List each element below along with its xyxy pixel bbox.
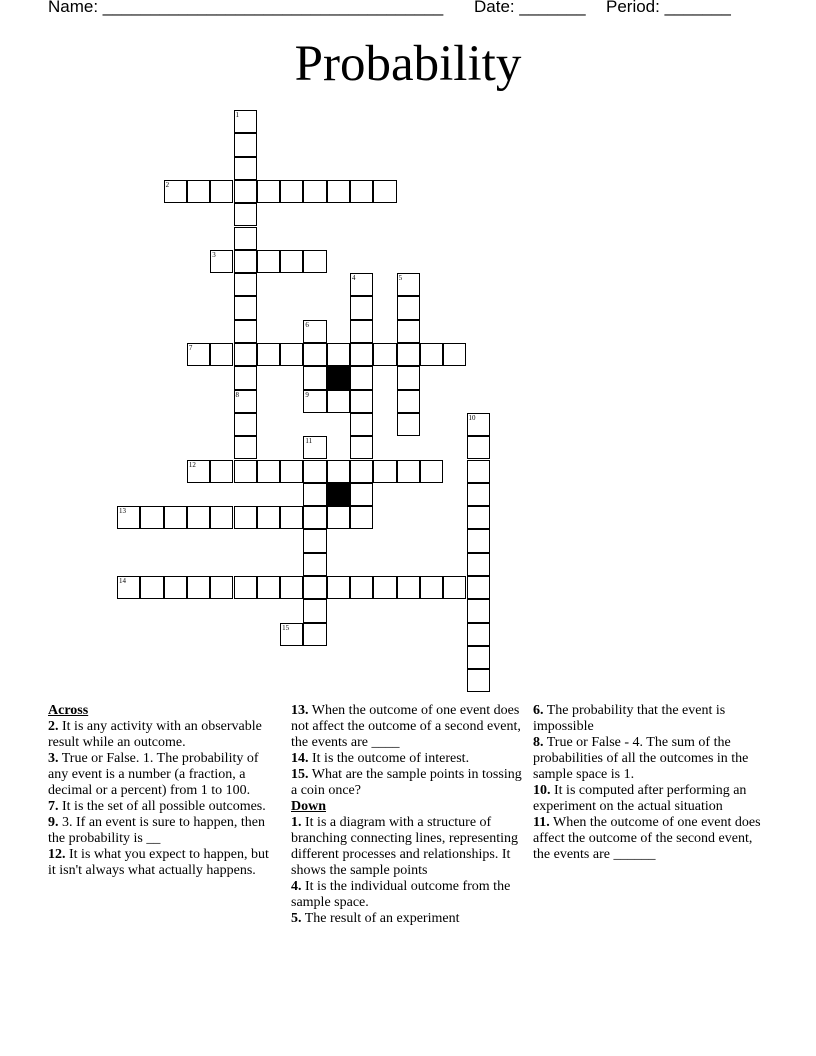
clue-number-label: 13. — [291, 703, 309, 718]
across-heading: Across — [48, 703, 89, 718]
crossword-cell[interactable] — [303, 250, 326, 273]
crossword-cell[interactable] — [350, 296, 373, 319]
clue-text: It is the outcome of interest. — [308, 751, 470, 766]
crossword-cell[interactable] — [373, 576, 396, 599]
crossword-cell[interactable] — [280, 250, 303, 273]
clue-number: 12 — [188, 460, 196, 469]
crossword-cell[interactable] — [234, 203, 257, 226]
crossword-cell[interactable] — [164, 576, 187, 599]
crossword-cell[interactable] — [420, 460, 443, 483]
crossword-cell[interactable] — [234, 460, 257, 483]
crossword-cell[interactable] — [234, 180, 257, 203]
clue-number: 3 — [212, 250, 216, 259]
name-field[interactable]: Name: ____________________________________ — [48, 0, 444, 16]
crossword-cell[interactable] — [234, 157, 257, 180]
crossword-cell[interactable] — [234, 133, 257, 156]
clue-text: The result of an experiment — [301, 911, 460, 926]
crossword-cell[interactable] — [257, 180, 280, 203]
crossword-cell[interactable] — [397, 366, 420, 389]
clue-item — [291, 751, 523, 767]
crossword-cell[interactable] — [467, 436, 490, 459]
crossword-cell[interactable] — [327, 460, 350, 483]
clue-number-label: 14. — [291, 751, 309, 766]
crossword-cell[interactable] — [467, 506, 490, 529]
crossword-cell[interactable] — [303, 506, 326, 529]
crossword-cell[interactable] — [234, 390, 257, 413]
clue-item — [48, 799, 280, 815]
crossword-cell[interactable] — [164, 506, 187, 529]
clue-number-label: 15. — [291, 767, 309, 782]
crossword-cell[interactable] — [350, 390, 373, 413]
clue-number: 2 — [165, 180, 170, 189]
crossword-cell[interactable] — [303, 436, 326, 459]
clue-text: It is a diagram with a structure of branching connecting lines, representing different processes and relationships. It shows the sample points — [291, 815, 519, 878]
clue-number-label: 2. — [48, 719, 59, 734]
clue-number-label: 6. — [533, 703, 544, 718]
crossword-cell[interactable] — [234, 366, 257, 389]
clue-text: It is computed after performing an experiment on the actual situation — [533, 783, 747, 814]
crossword-cell[interactable] — [397, 390, 420, 413]
crossword-cell[interactable] — [350, 320, 373, 343]
crossword-cell[interactable] — [210, 250, 233, 273]
crossword-cell[interactable] — [303, 366, 326, 389]
clue-item — [533, 735, 765, 783]
clue-number-label: 4. — [291, 879, 302, 894]
crossword-cell[interactable] — [257, 506, 280, 529]
crossword-cell[interactable] — [397, 343, 420, 366]
crossword-block-cell — [327, 366, 350, 389]
clue-text: It is any activity with an observable result while an outcome. — [48, 719, 262, 750]
crossword-cell[interactable] — [303, 576, 326, 599]
crossword-cell[interactable] — [327, 180, 350, 203]
clue-number-label: 5. — [291, 911, 302, 926]
crossword-cell[interactable] — [210, 343, 233, 366]
clue-text: It is the individual outcome from the sample space. — [291, 879, 511, 910]
crossword-cell[interactable] — [187, 460, 210, 483]
crossword-cell[interactable] — [350, 273, 373, 296]
clue-item — [533, 815, 765, 863]
crossword-cell[interactable] — [234, 436, 257, 459]
clue-number-label: 10. — [533, 783, 551, 798]
crossword-cell[interactable] — [443, 576, 466, 599]
crossword-cell[interactable] — [467, 669, 490, 692]
crossword-cell[interactable] — [420, 576, 443, 599]
period-field[interactable]: Period: _______ — [606, 0, 731, 16]
clue-number: 1 — [235, 111, 239, 119]
crossword-cell[interactable] — [467, 483, 490, 506]
crossword-cell[interactable] — [350, 343, 373, 366]
crossword-cell[interactable] — [350, 180, 373, 203]
crossword-cell[interactable] — [303, 553, 326, 576]
crossword-cell[interactable] — [187, 343, 210, 366]
crossword-cell[interactable] — [467, 553, 490, 576]
page-title: Probability — [294, 36, 522, 92]
clues-column-3 — [533, 703, 765, 863]
clue-item — [291, 911, 523, 927]
crossword-cell[interactable] — [327, 343, 350, 366]
crossword-cell[interactable] — [467, 599, 490, 622]
clue-number: 4 — [352, 274, 356, 283]
crossword-cell[interactable] — [140, 576, 163, 599]
clue-item — [291, 703, 523, 751]
down-heading: Down — [291, 799, 327, 814]
crossword-cell[interactable] — [280, 506, 303, 529]
clue-number: 8 — [235, 390, 239, 399]
crossword-block-cell — [327, 483, 350, 506]
crossword-cell[interactable] — [187, 506, 210, 529]
clue-number: 11 — [305, 437, 313, 446]
clue-number-label: 11. — [533, 815, 550, 830]
clue-number: 6 — [305, 320, 309, 329]
crossword-cell[interactable] — [280, 343, 303, 366]
clue-item — [48, 751, 280, 799]
crossword-cell[interactable] — [327, 390, 350, 413]
crossword-cell[interactable] — [234, 250, 257, 273]
crossword-cell[interactable] — [350, 436, 373, 459]
clue-number: 13 — [119, 507, 126, 516]
crossword-cell[interactable] — [303, 390, 326, 413]
crossword-cell[interactable] — [234, 273, 257, 296]
clue-text: It is what you expect to happen, but it isn't always what actually happens. — [48, 847, 269, 878]
crossword-cell[interactable] — [234, 296, 257, 319]
crossword-cell[interactable] — [280, 623, 303, 646]
clue-item — [48, 815, 280, 847]
clue-number-label: 3. — [48, 751, 59, 766]
clue-text: What are the sample points in tossing a coin once? — [291, 767, 522, 798]
crossword-cell[interactable] — [327, 576, 350, 599]
clue-text: When the outcome of one event does affect the outcome of the second event, the events are ______ — [533, 815, 761, 862]
crossword-cell[interactable] — [303, 529, 326, 552]
crossword-cell[interactable] — [303, 483, 326, 506]
crossword-cell[interactable] — [210, 506, 233, 529]
clue-number: 9 — [305, 390, 309, 399]
clue-number-label: 9. — [48, 815, 59, 830]
crossword-cell[interactable] — [234, 413, 257, 436]
crossword-cell[interactable] — [467, 623, 490, 646]
crossword-cell[interactable] — [257, 250, 280, 273]
crossword-cell[interactable] — [373, 180, 396, 203]
crossword-cell[interactable] — [467, 646, 490, 669]
crossword-cell[interactable] — [303, 599, 326, 622]
crossword-cell[interactable] — [350, 576, 373, 599]
crossword-cell[interactable] — [140, 506, 163, 529]
clue-number-label: 7. — [48, 799, 59, 814]
crossword-cell[interactable] — [397, 296, 420, 319]
crossword-cell[interactable] — [117, 576, 140, 599]
clue-text: The probability that the event is impossible — [533, 703, 726, 734]
crossword-cell[interactable] — [303, 623, 326, 646]
crossword-cell[interactable] — [187, 180, 210, 203]
crossword-cell[interactable] — [210, 576, 233, 599]
crossword-cell[interactable] — [280, 576, 303, 599]
clue-text: It is the set of all possible outcomes. — [58, 799, 266, 814]
crossword-cell[interactable] — [210, 460, 233, 483]
crossword-cell[interactable] — [373, 460, 396, 483]
clues-column-2 — [291, 703, 523, 927]
crossword-cell[interactable] — [303, 460, 326, 483]
crossword-cell[interactable] — [373, 343, 396, 366]
crossword-cell[interactable] — [303, 343, 326, 366]
crossword-cell[interactable] — [234, 506, 257, 529]
crossword-cell[interactable] — [187, 576, 210, 599]
crossword-cell[interactable] — [350, 506, 373, 529]
clue-number: 7 — [188, 344, 193, 352]
clue-item — [291, 767, 523, 799]
crossword-cell[interactable] — [234, 343, 257, 366]
crossword-cell[interactable] — [397, 460, 420, 483]
crossword-cell[interactable] — [303, 180, 326, 203]
clue-number: 10 — [468, 413, 476, 422]
crossword-cell[interactable] — [234, 110, 257, 133]
clue-item — [48, 719, 280, 751]
crossword-cell[interactable] — [350, 413, 373, 436]
crossword-cell[interactable] — [443, 343, 466, 366]
crossword-cell[interactable] — [327, 506, 350, 529]
crossword-cell[interactable] — [397, 273, 420, 296]
clue-text: 3. If an event is sure to happen, then the probability is __ — [48, 815, 265, 846]
crossword-cell[interactable] — [397, 413, 420, 436]
crossword-cell[interactable] — [420, 343, 443, 366]
clue-number-label: 12. — [48, 847, 66, 862]
crossword-cell[interactable] — [467, 413, 490, 436]
crossword-cell[interactable] — [467, 529, 490, 552]
crossword-cell[interactable] — [467, 576, 490, 599]
crossword-cell[interactable] — [257, 343, 280, 366]
clue-item — [533, 783, 765, 815]
date-field[interactable]: Date: _______ — [474, 0, 586, 16]
crossword-cell[interactable] — [467, 460, 490, 483]
crossword-cell[interactable] — [234, 320, 257, 343]
crossword-cell[interactable] — [303, 320, 326, 343]
clue-item — [291, 879, 523, 911]
clue-text: True or False. 1. The probability of any event is a number (a fraction, a decimal or a percent) from 1 to 100. — [48, 751, 259, 798]
crossword-cell[interactable] — [397, 320, 420, 343]
crossword-cell[interactable] — [117, 506, 140, 529]
crossword-cell[interactable] — [350, 483, 373, 506]
crossword-cell[interactable] — [397, 576, 420, 599]
clue-text: When the outcome of one event does not affect the outcome of a second event, the events are ____ — [291, 703, 521, 750]
crossword-cell[interactable] — [280, 180, 303, 203]
crossword-cell[interactable] — [350, 460, 373, 483]
crossword-cell[interactable] — [164, 180, 187, 203]
clues-column-1 — [48, 703, 280, 879]
clue-number: 14 — [119, 577, 126, 585]
crossword-cell[interactable] — [234, 227, 257, 250]
clue-item — [291, 815, 523, 879]
clue-number-label: 8. — [533, 735, 544, 750]
clue-number-label: 1. — [291, 815, 302, 830]
clue-number: 5 — [398, 274, 403, 283]
crossword-cell[interactable] — [257, 576, 280, 599]
crossword-cell[interactable] — [257, 460, 280, 483]
clue-item — [533, 703, 765, 735]
clue-text: True or False - 4. The sum of the probabilities of all the outcomes in the sample space is 1. — [533, 735, 749, 782]
clue-number: 15 — [282, 623, 290, 632]
crossword-cell[interactable] — [210, 180, 233, 203]
crossword-cell[interactable] — [280, 460, 303, 483]
crossword-cell[interactable] — [234, 576, 257, 599]
crossword-cell[interactable] — [350, 366, 373, 389]
clue-item — [48, 847, 280, 879]
